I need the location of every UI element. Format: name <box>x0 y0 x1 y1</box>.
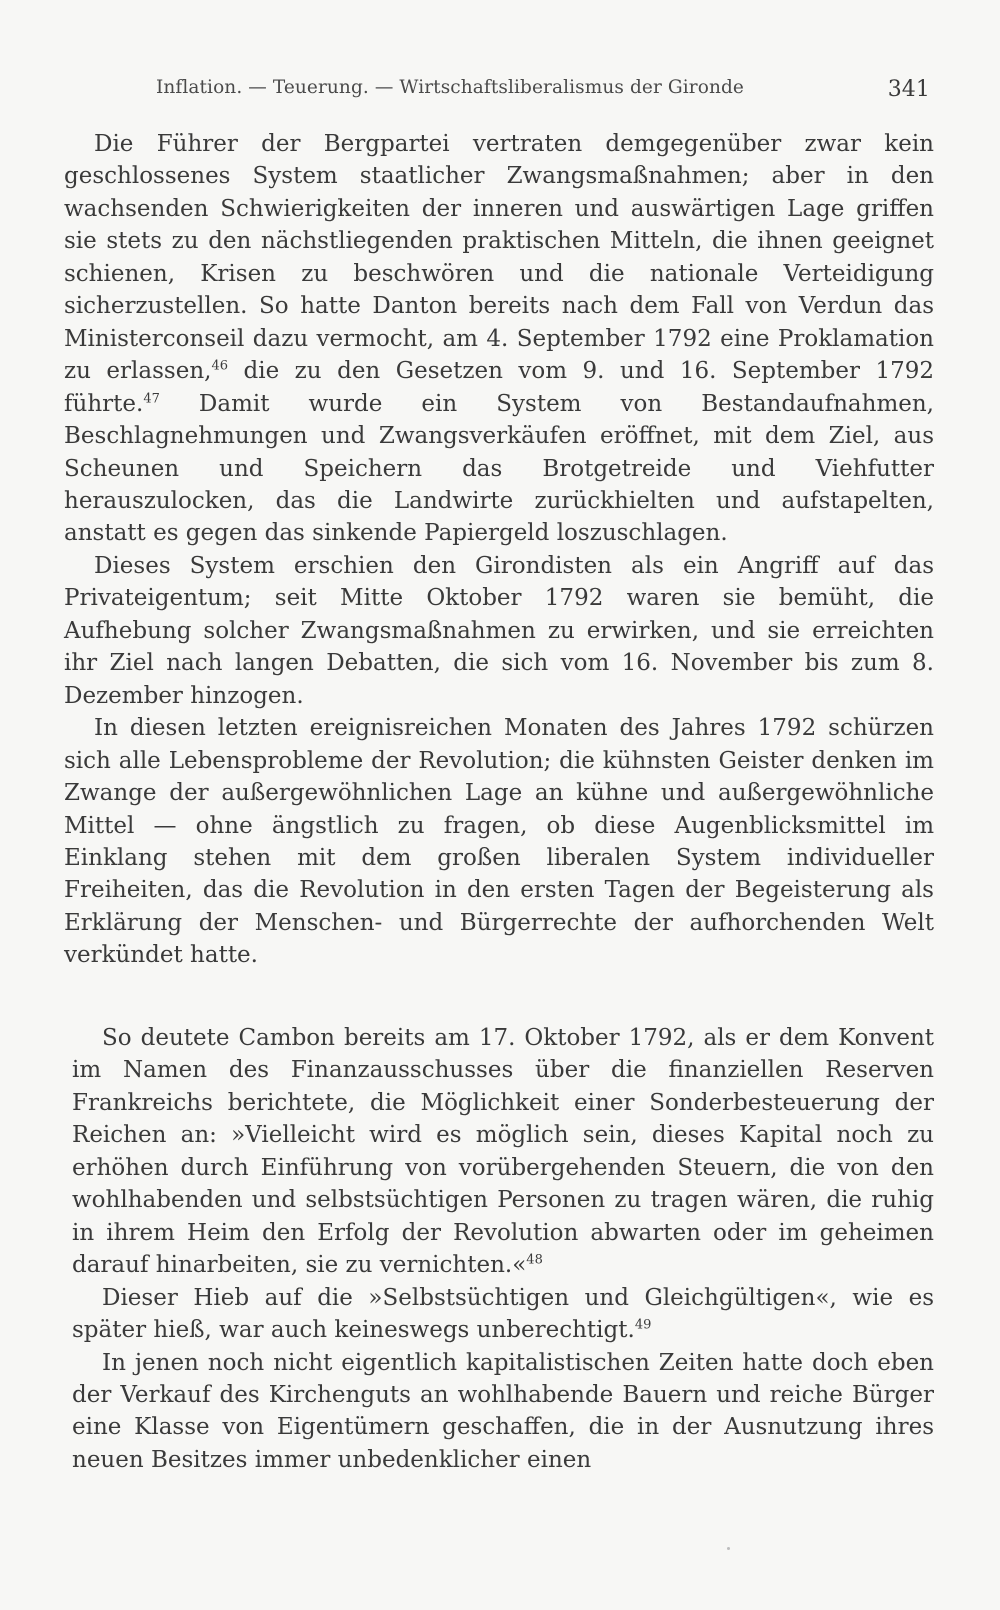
footnote-ref: 48 <box>526 1252 543 1268</box>
paragraph <box>72 1347 934 1477</box>
page-number: 341 <box>887 77 930 102</box>
footnote-ref: 46 <box>211 358 228 374</box>
text-segment: Dieses System erschien den Girondisten als ein Angriff auf das Privateigentum; seit Mitte Oktober 1792 waren sie bemüht, die Aufhebung solcher Zwangsmaßnahmen zu erwirken, und sie erreichten ihr Ziel nach langen Debatten, die sich vom 16. November bis zum 8. Dezember hinzogen. <box>64 552 934 709</box>
running-title: Inflation. — Teuerung. — Wirtschaftsliberalismus der Gironde <box>156 77 744 98</box>
text-segment: Die Führer der Bergpartei vertraten demgegenüber zwar kein geschlossenes System staatlicher Zwangsmaßnahmen; aber in den wachsenden Schwierigkeiten der inneren und auswärtigen Lage griffen sie stets zu den nächstliegenden praktischen Mitteln, die ihnen geeignet schienen, Krisen zu beschwören und die nationale Verteidigung sicherzustellen. So hatte Danton bereits nach dem Fall von Verdun das Ministerconseil dazu vermocht, am 4. September 1792 eine Proklamation zu erlassen, <box>64 131 934 385</box>
running-head <box>156 75 930 105</box>
paragraph <box>64 128 934 550</box>
footnote-ref: 49 <box>634 1317 652 1333</box>
body-text-upper <box>64 128 934 972</box>
text-segment: In diesen letzten ereignisreichen Monaten des Jahres 1792 schürzen sich alle Lebensprobleme der Revolution; die kühnsten Geister denken im Zwange der außergewöhnlichen Lage an kühne und außergewöhnliche Mittel — ohne ängstlich zu fragen, ob diese Augenblicksmittel im Einklang stehen mit dem großen liberalen System individueller Freiheiten, das die Revolution in den ersten Tagen der Begeisterung als Erklärung der Menschen- und Bürgerrechte der aufhorchenden Welt verkündet hatte. <box>64 715 934 969</box>
paragraph <box>72 1282 934 1347</box>
text-segment: So deutete Cambon bereits am 17. Oktober 1792, als er dem Konvent im Namen des Finanzausschusses über die finanziellen Reserven Frankreichs berichtete, die Möglichkeit einer Sonderbesteuerung der Reichen an: »Vielleicht wird es möglich sein, dieses Kapital noch zu erhöhen durch Einführung von vorübergehenden Steuern, die von den wohlhabenden und selbstsüchtigen Personen zu tragen wären, die ruhig in ihrem Heim den Erfolg der Revolution abwarten oder im geheimen darauf hinarbeiten, sie zu vernichten.« <box>72 1025 934 1279</box>
text-segment: Damit wurde ein System von Bestandaufnahmen, Beschlagnehmungen und Zwangsverkäufen eröffnet, mit dem Ziel, aus Scheunen und Speichern das Brotgetreide und Viehfutter herauszulocken, das die Landwirte zurückhielten und aufstapelten, anstatt es gegen das sinkende Papiergeld loszuschlagen. <box>64 390 934 547</box>
footnote-ref: 47 <box>143 391 160 407</box>
paragraph <box>64 550 934 712</box>
text-segment: Dieser Hieb auf die »Selbstsüchtigen und Gleichgültigen«, wie es später hieß, war auch keineswegs unberechtigt. <box>72 1284 934 1344</box>
paragraph <box>64 712 934 972</box>
paper-speck <box>727 1547 730 1550</box>
paragraph <box>72 1022 934 1282</box>
text-segment: In jenen noch nicht eigentlich kapitalistischen Zeiten hatte doch eben der Verkauf des Kirchenguts an wohlhabende Bauern und reiche Bürger eine Klasse von Eigentümern geschaffen, die in der Ausnutzung ihres neuen Besitzes immer unbedenklicher einen <box>72 1349 934 1473</box>
body-text-lower <box>72 1022 934 1476</box>
text-segment: die zu den Gesetzen vom 9. und 16. September 1792 führte. <box>64 358 935 417</box>
